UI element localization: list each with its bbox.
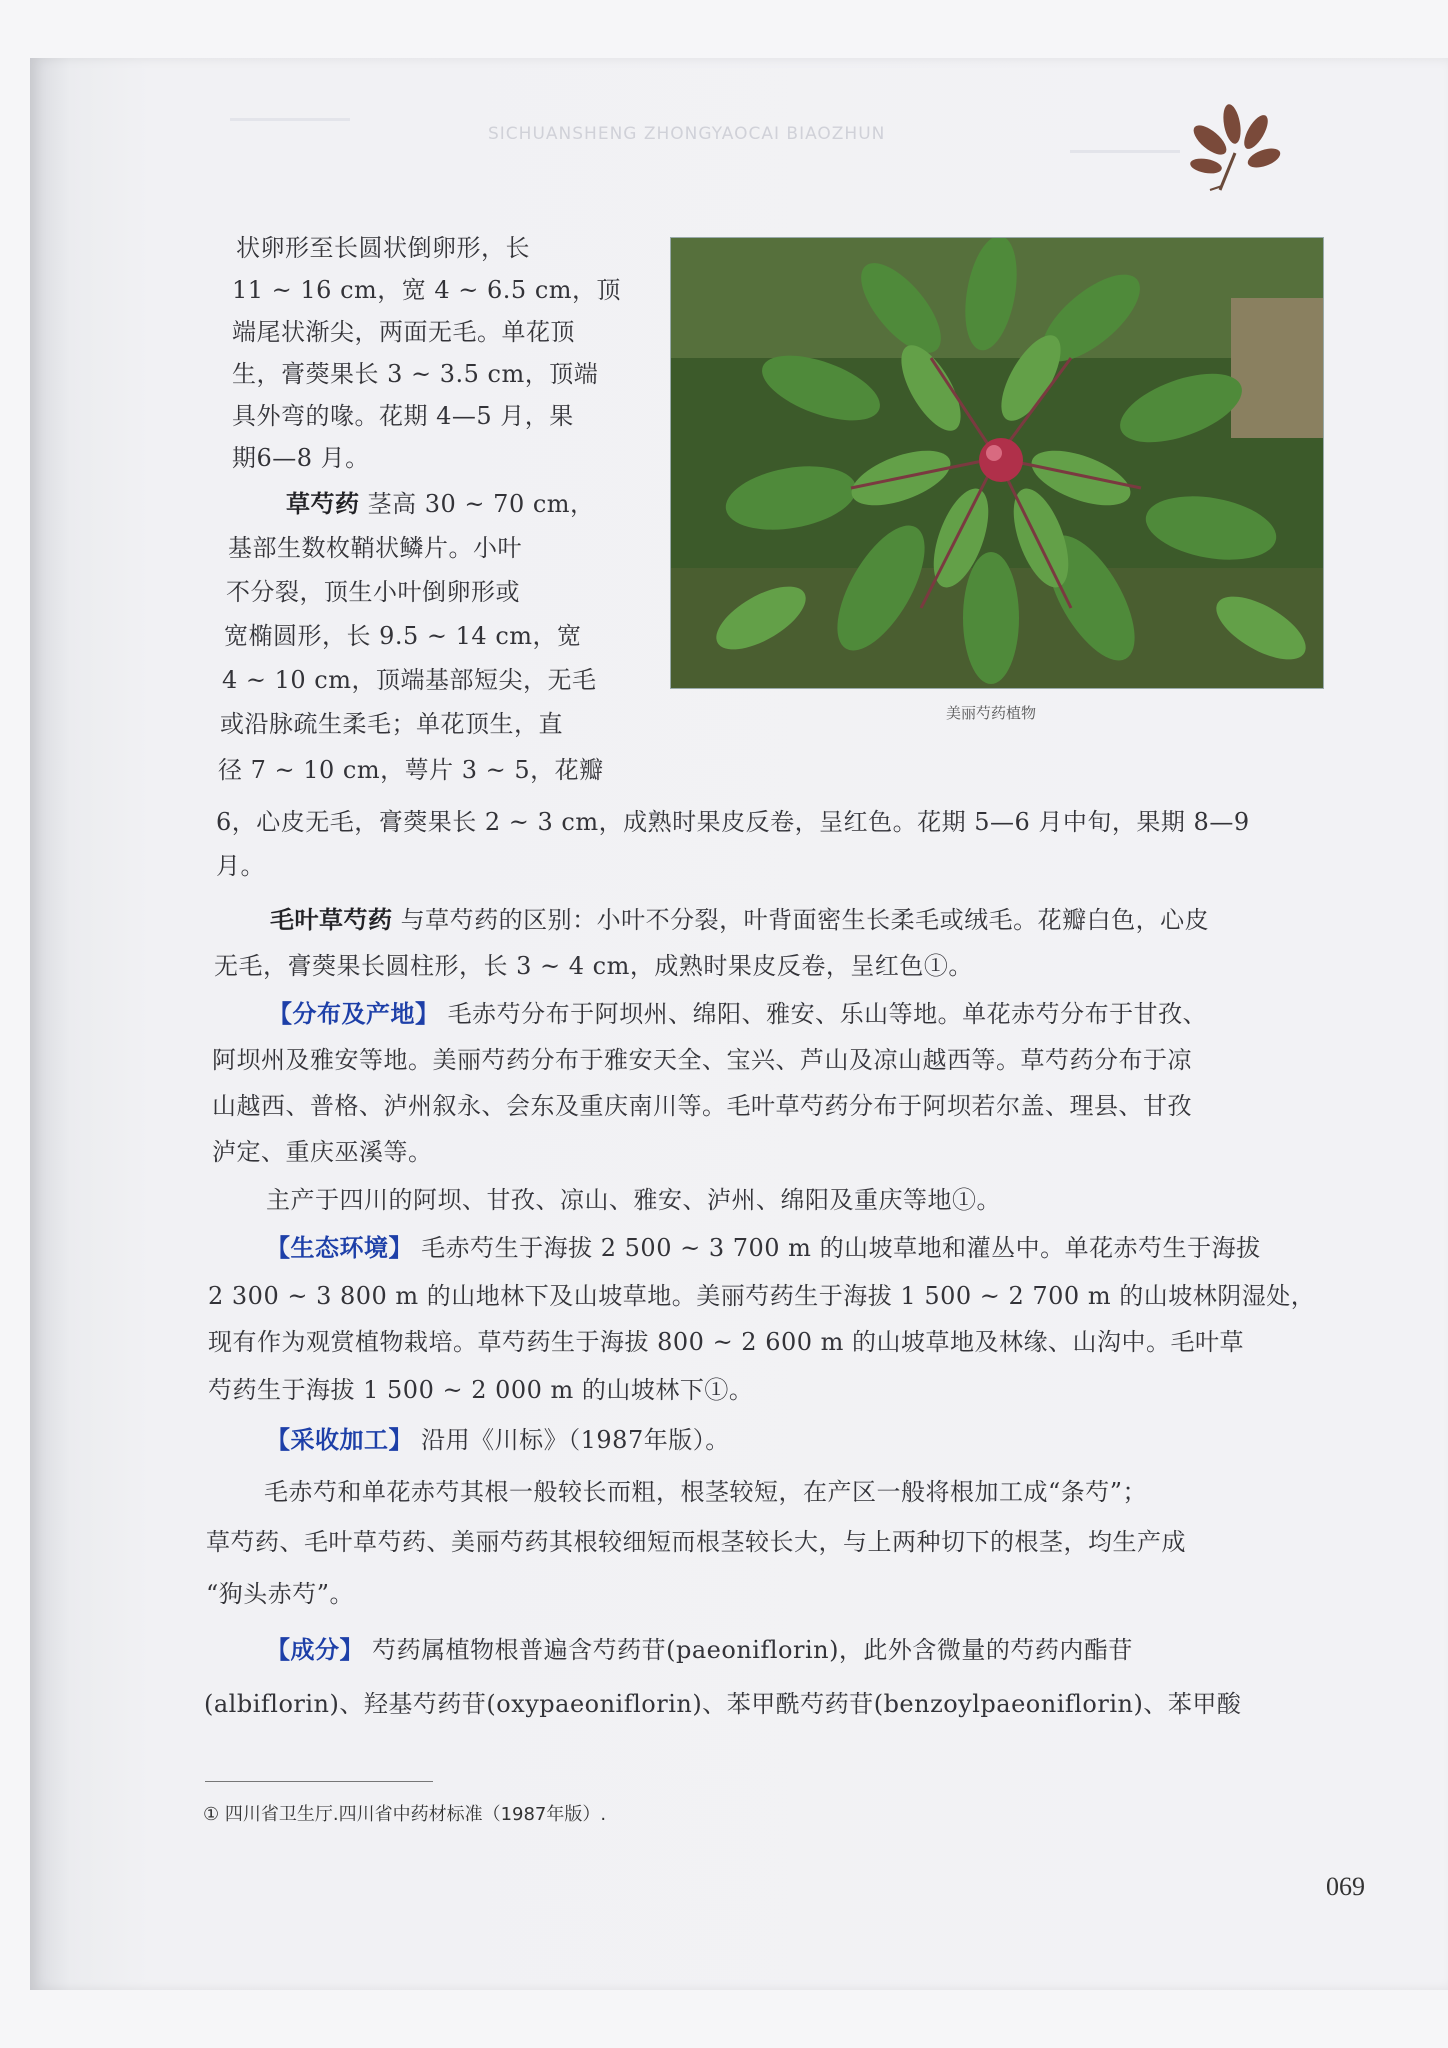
section-tag-constituents: 【成分】 bbox=[266, 1636, 364, 1664]
header-rule-right bbox=[1070, 150, 1180, 153]
body-line: 具外弯的喙。花期 4—5 月，果 bbox=[232, 402, 574, 430]
body-line: 草芍药、毛叶草芍药、美丽芍药其根较细短而根茎较长大，与上两种切下的根茎，均生产成 bbox=[206, 1528, 1186, 1556]
body-line: 状卵形至长圆状倒卵形，长 bbox=[236, 234, 530, 262]
body-line: 基部生数枚鞘状鳞片。小叶 bbox=[228, 534, 522, 562]
body-line: 期6—8 月。 bbox=[232, 444, 370, 472]
body-line: 6，心皮无毛，膏葖果长 2 ~ 3 cm，成熟时果皮反卷，呈红色。花期 5—6 月中旬，果期 8—9 bbox=[216, 808, 1250, 836]
body-line: 端尾状渐尖，两面无毛。单花顶 bbox=[232, 318, 575, 346]
figure-caption: 美丽芍药植物 bbox=[946, 704, 1037, 722]
body-line: 4 ~ 10 cm，顶端基部短尖，无毛 bbox=[222, 666, 597, 694]
body-line: 毛赤芍和单花赤芍其根一般较长而粗，根茎较短，在产区一般将根加工成“条芍”； bbox=[264, 1478, 1148, 1506]
body-line bbox=[286, 484, 595, 519]
section-line bbox=[266, 1420, 730, 1455]
body-text: 与草芍药的区别：小叶不分裂，叶背面密生长柔毛或绒毛。花瓣白色，心皮 bbox=[400, 906, 1210, 934]
species-name: 草芍药 bbox=[286, 490, 360, 518]
body-text: 沿用《川标》（1987年版）。 bbox=[421, 1426, 730, 1454]
section-line bbox=[266, 1228, 1261, 1263]
section-tag-ecology: 【生态环境】 bbox=[266, 1234, 413, 1262]
body-line: 阿坝州及雅安等地。美丽芍药分布于雅安天全、宝兴、芦山及凉山越西等。草芍药分布于凉 bbox=[212, 1046, 1192, 1074]
leaf-logo-icon bbox=[1180, 98, 1290, 198]
section-tag-harvest: 【采收加工】 bbox=[266, 1426, 413, 1454]
body-line: 无毛，膏葖果长圆柱形，长 3 ~ 4 cm，成熟时果皮反卷，呈红色①。 bbox=[214, 952, 973, 980]
body-text: 茎高 30 ~ 70 cm， bbox=[367, 490, 595, 518]
body-line: 现有作为观赏植物栽培。草芍药生于海拔 800 ~ 2 600 m 的山坡草地及林缘、山沟中。毛叶草 bbox=[208, 1328, 1245, 1356]
body-line: 月。 bbox=[216, 852, 265, 880]
body-line: (albiflorin)、羟基芍药苷(oxypaeoniflorin)、苯甲酰芍药苷(benzoylpaeoniflorin)、苯甲酸 bbox=[204, 1690, 1242, 1718]
section-tag-distribution: 【分布及产地】 bbox=[268, 1000, 440, 1028]
body-line: 2 300 ~ 3 800 m 的山地林下及山坡草地。美丽芍药生于海拔 1 500 ~ 2 700 m 的山坡林阴湿处， bbox=[208, 1282, 1316, 1310]
body-line: 宽椭圆形，长 9.5 ~ 14 cm，宽 bbox=[224, 622, 582, 650]
page-number: 069 bbox=[1326, 1872, 1365, 1901]
body-text: 芍药属植物根普遍含芍药苷(paeoniflorin)，此外含微量的芍药内酯苷 bbox=[372, 1636, 1133, 1664]
body-line: 不分裂，顶生小叶倒卵形或 bbox=[226, 578, 520, 606]
body-line: 芍药生于海拔 1 500 ~ 2 000 m 的山坡林下①。 bbox=[208, 1376, 754, 1404]
body-line: 径 7 ~ 10 cm，萼片 3 ~ 5，花瓣 bbox=[218, 756, 604, 784]
body-line bbox=[270, 900, 1209, 935]
body-line: 或沿脉疏生柔毛；单花顶生，直 bbox=[220, 710, 563, 738]
peony-plant-photo bbox=[670, 237, 1324, 689]
footnote: ① 四川省卫生厅.四川省中药材标准（1987年版）. bbox=[203, 1804, 607, 1825]
section-line bbox=[268, 994, 1207, 1029]
body-line: 泸定、重庆巫溪等。 bbox=[212, 1138, 433, 1166]
header-rule-left bbox=[230, 118, 350, 121]
body-line: “狗头赤芍”。 bbox=[206, 1580, 355, 1608]
body-line: 山越西、普格、泸州叙永、会东及重庆南川等。毛叶草芍药分布于阿坝若尔盖、理县、甘孜 bbox=[212, 1092, 1192, 1120]
body-line: 主产于四川的阿坝、甘孜、凉山、雅安、泸州、绵阳及重庆等地①。 bbox=[266, 1186, 1001, 1214]
footnote-rule bbox=[205, 1781, 433, 1782]
species-name: 毛叶草芍药 bbox=[270, 906, 393, 934]
body-line: 11 ~ 16 cm，宽 4 ~ 6.5 cm，顶 bbox=[232, 276, 622, 304]
body-text: 毛赤芍分布于阿坝州、绵阳、雅安、乐山等地。单花赤芍分布于甘孜、 bbox=[447, 1000, 1208, 1028]
section-line bbox=[266, 1630, 1133, 1665]
body-line: 生，膏葖果长 3 ~ 3.5 cm，顶端 bbox=[232, 360, 599, 388]
running-head: SICHUANSHENG ZHONGYAOCAI BIAOZHUN bbox=[488, 124, 886, 144]
body-text: 毛赤芍生于海拔 2 500 ~ 3 700 m 的山坡草地和灌丛中。单花赤芍生于海拔 bbox=[421, 1234, 1261, 1262]
